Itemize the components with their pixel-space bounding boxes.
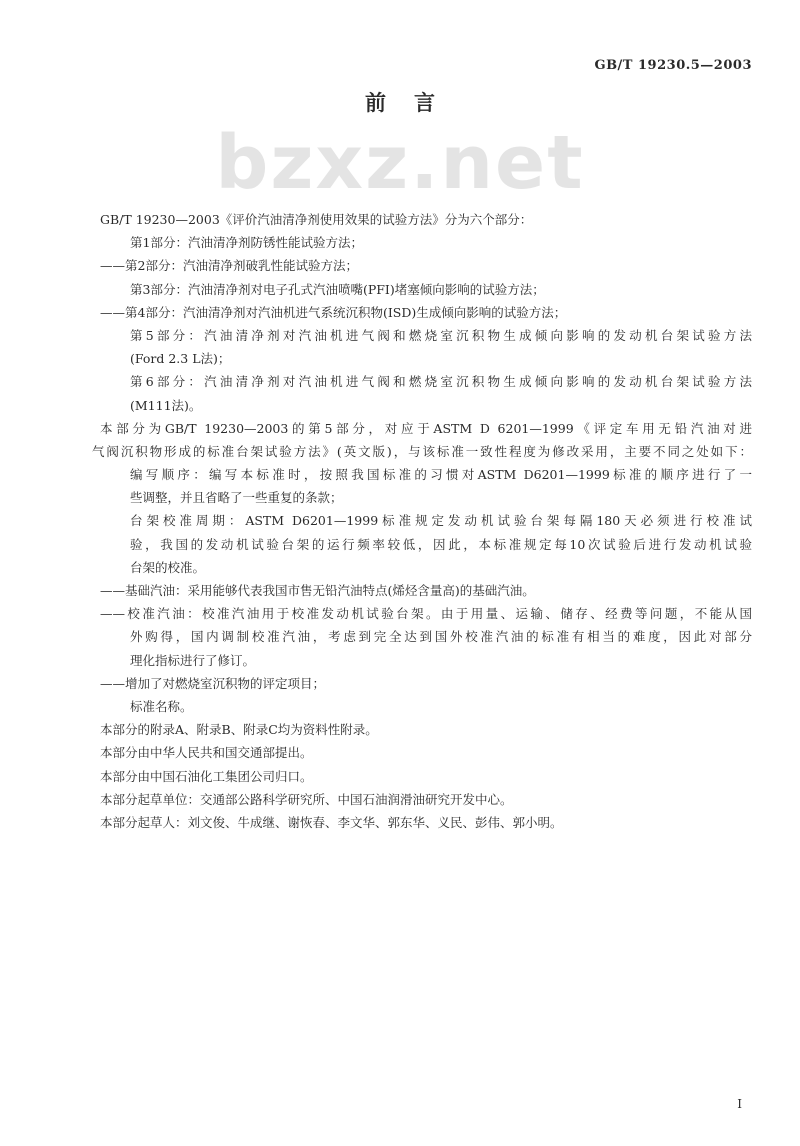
watermark: bzxz.net xyxy=(215,124,585,202)
text-line: ——基础汽油：采用能够代表我国市售无铅汽油特点(烯烃含量高)的基础汽油。 xyxy=(100,583,535,598)
text-line: 编写顺序：编写本标准时，按照我国标准的习惯对ASTM D6201—1999标准的顺序进行了一 xyxy=(130,467,752,483)
text-line: (Ford 2.3 L法)； xyxy=(130,351,231,367)
text-line: ——校准汽油：校准汽油用于校准发动机试验台架。由于用量、运输、储存、经费等问题，不能从国 xyxy=(100,606,752,622)
text-line: 标准名称。 xyxy=(130,698,193,714)
text-line: 气阀沉积物形成的标准台架试验方法》(英文版)，与该标准一致性程度为修改采用，主要不同之处如下： xyxy=(92,443,752,459)
text-line: 第6部分：汽油清净剂对汽油机进气阀和燃烧室沉积物生成倾向影响的发动机台架试验方法 xyxy=(130,374,752,390)
text-line: 验，我国的发动机试验台架的运行频率较低，因此，本标准规定每10次试验后进行发动机试验 xyxy=(130,536,752,552)
text-line: 本部分起草单位：交通部公路科学研究所、中国石油润滑油研究开发中心。 xyxy=(100,791,513,807)
page-number: I xyxy=(737,1097,742,1111)
text-line: (M111法)。 xyxy=(130,397,202,413)
page-title: 前言 xyxy=(365,90,463,115)
text-line: 第5部分：汽油清净剂对汽油机进气阀和燃烧室沉积物生成倾向影响的发动机台架试验方法 xyxy=(130,327,752,343)
text-line: 本部分由中华人民共和国交通部提出。 xyxy=(100,745,313,761)
text-line: GB/T 19230—2003《评价汽油清净剂使用效果的试验方法》分为六个部分： xyxy=(100,212,533,227)
text-line: 第3部分：汽油清净剂对电子孔式汽油喷嘴(PFI)堵塞倾向影响的试验方法； xyxy=(130,281,545,297)
text-line: 些调整，并且省略了一些重复的条款； xyxy=(130,490,343,506)
text-line: 台架校准周期：ASTM D6201—1999标准规定发动机试验台架每隔180天必须进行校准试 xyxy=(130,513,752,529)
text-line: 本部分由中国石油化工集团公司归口。 xyxy=(100,768,313,784)
text-line: ——第4部分：汽油清净剂对汽油机进气系统沉积物(ISD)生成倾向影响的试验方法； xyxy=(100,304,567,320)
text-line: 台架的校准。 xyxy=(130,559,206,575)
document-body xyxy=(92,208,752,834)
text-line: 第1部分：汽油清净剂防锈性能试验方法； xyxy=(130,235,363,251)
text-line: 本部分起草人：刘文俊、牛成继、谢恢春、李文华、郭东华、义民、彭伟、郭小明。 xyxy=(100,814,563,830)
text-line: 本部分的附录A、附录B、附录C均为资料性附录。 xyxy=(100,722,378,738)
text-line: 理化指标进行了修订。 xyxy=(130,652,256,668)
text-line: 外购得，国内调制校准汽油，考虑到完全达到国外校准汽油的标准有相当的难度，因此对部分 xyxy=(130,629,752,645)
standard-number-header: GB/T 19230.5—2003 xyxy=(594,58,752,73)
text-line: ——第2部分：汽油清净剂破乳性能试验方法； xyxy=(100,258,358,274)
text-line: 本部分为GB/T 19230—2003的第5部分，对应于ASTM D 6201—1999《评定车用无铅汽油对进 xyxy=(100,420,752,436)
text-line: ——增加了对燃烧室沉积物的评定项目； xyxy=(100,675,326,691)
